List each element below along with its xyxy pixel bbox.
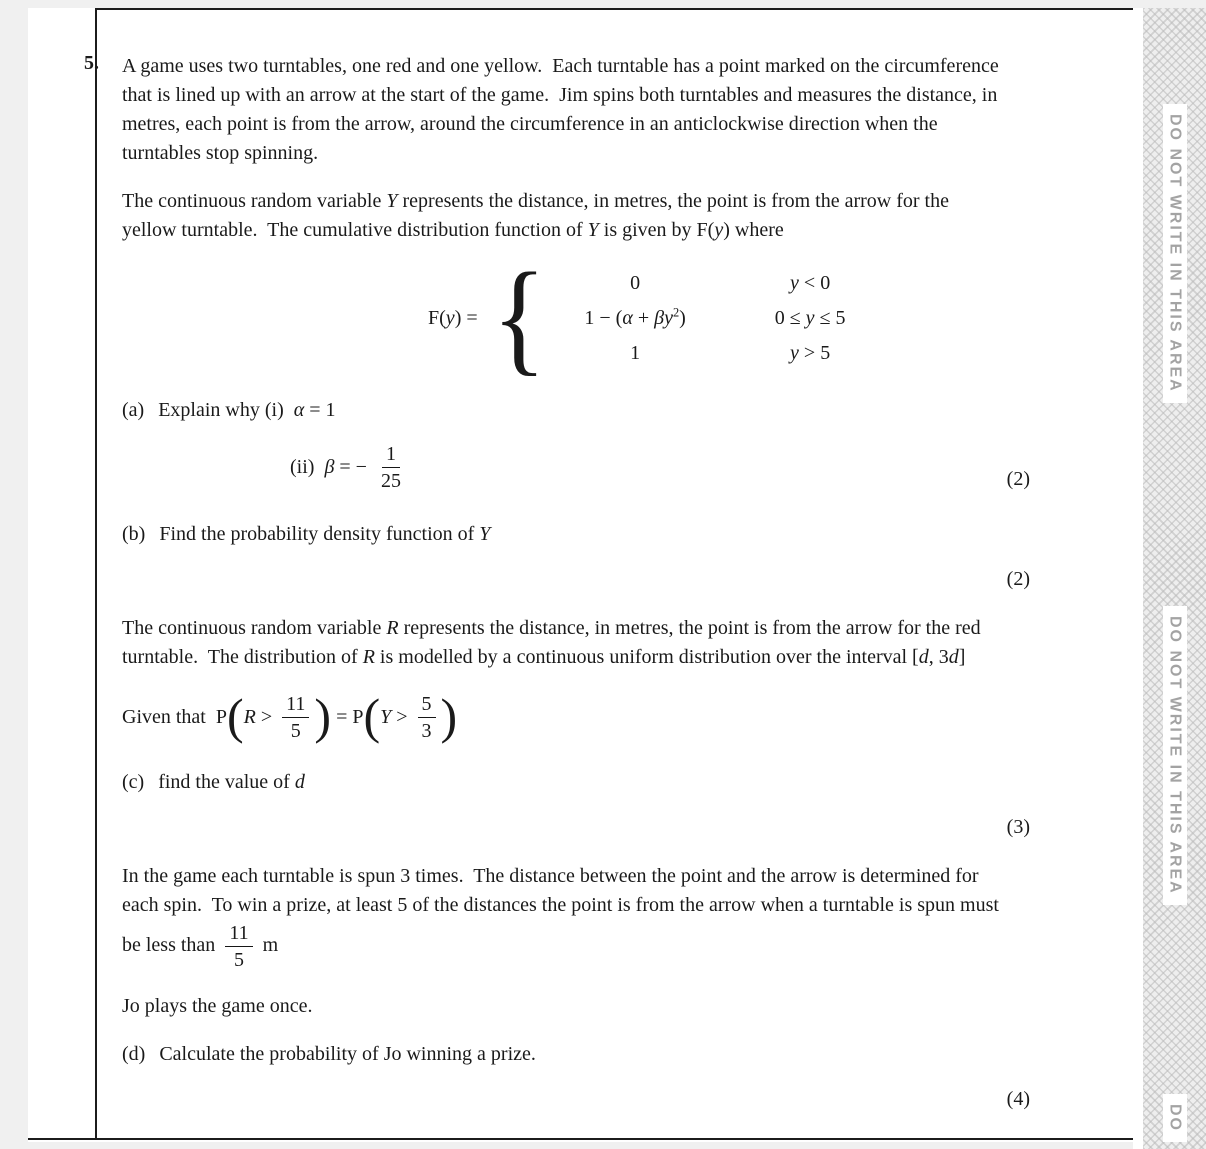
prize-paragraph [122,862,1008,973]
cdf-row-2-condition: 0 ≤ y ≤ 5 [774,306,846,329]
part-d-text: Calculate the probability of Jo winning a prize. [159,1043,536,1065]
given-prefix: Given that P [122,706,227,728]
cdf-row-1 [555,266,875,301]
close-paren: ) [314,687,332,744]
mark-row-part-b [122,565,1030,594]
cdf-row-3 [555,336,875,371]
cdf-rows [555,266,875,371]
do-not-write-sidebar [1143,8,1206,1149]
piecewise-brace: { [491,248,547,387]
jo-line: Jo plays the game once. [122,995,313,1017]
given-equation [122,687,1030,744]
cdf-row-1-condition: y < 0 [790,271,831,294]
part-a-text: Explain why (i) α = 1 [158,399,336,421]
do-not-write-watermark-bottom: DO [1163,1094,1187,1142]
uniform-distribution-paragraph: The continuous random variable R represents the distance, in metres, the point is from the arrow for the red turntable. The distribution of R is modelled by a continuous uniform distribution over the interval [d, 3d] [122,617,986,668]
page-rule-left [95,8,97,1140]
mark-part-c: (3) [1006,816,1030,838]
cdf-row-2-value: $1 - (\alpha + \beta y^2)$ [584,304,686,329]
given-rhs-fraction: $\frac{5}{3}$ [418,691,436,744]
given-rhs: Y > [380,706,413,728]
given-middle: = P [331,706,364,728]
question-number: 5. [84,52,99,74]
part-c-label: (c) [122,771,145,793]
cdf-lhs: F(y) = [428,306,483,329]
prize-text-before: In the game each turntable is spun 3 times. The distance between the point and the arrow is determined for each spin. To win a prize, at least 5 of the distances the point is from the arrow when a turntable is spun must be less than [122,865,1004,957]
part-b-text: Find the probability density function of Y [159,523,491,545]
mark-row-part-c [122,813,1030,842]
part-a-ii-line [290,441,1030,494]
part-a-ii-expression [290,441,410,494]
exam-paper-page [28,8,1133,1140]
part-a-label: (a) [122,399,145,421]
given-lhs-fraction: $\frac{11}{5}$ [282,691,309,744]
mark-row-part-d [122,1085,1030,1114]
beta-fraction: $\frac{1}{25}$ [380,443,401,492]
close-paren: ) [440,687,458,744]
cdf-piecewise-formula [428,248,1030,387]
open-paren: ( [227,687,244,744]
prize-text-after: m [257,934,279,957]
question-content [122,52,1030,1134]
page-rule-bottom [28,1138,1133,1140]
part-b-label: (b) [122,523,146,545]
outer-margin-left [0,0,28,1149]
do-not-write-watermark-middle: DO NOT WRITE IN THIS AREA [1163,606,1187,905]
cdf-row-2 [555,301,875,336]
part-d-line [122,1040,1008,1069]
question-intro-paragraph: A game uses two turntables, one red and one yellow. Each turntable has a point marked on the circumference that is lined up with an arrow at the start of the game. Jim spins both turntables and measures the distance, in metres, each point is from the arrow, around the circumference in an anticlockwise direction when the turntables stop spinning. [122,55,1004,164]
part-a-line [122,396,1008,425]
open-paren: ( [363,687,381,744]
part-d-label: (d) [122,1043,146,1065]
cdf-intro-paragraph: The continuous random variable Y represents the distance, in metres, the point is from the arrow for the yellow turntable. The cumulative distribution function of Y is given by F(y) where [122,190,954,241]
mark-part-a: (2) [1006,468,1030,490]
part-c-line [122,768,1008,797]
cdf-row-3-condition: y > 5 [790,341,831,364]
given-lhs: R > [243,706,278,728]
outer-margin-top [0,0,1206,8]
outer-margin-bottom [0,1142,1133,1149]
do-not-write-watermark-top: DO NOT WRITE IN THIS AREA [1163,104,1187,403]
part-a-ii-text: (ii) β = − [290,456,372,478]
part-c-text: find the value of d [158,771,305,793]
page-rule-top [95,8,1133,10]
mark-part-d: (4) [1006,1088,1030,1110]
cdf-row-1-value: 0 [630,271,641,294]
mark-part-b: (2) [1006,568,1030,590]
cdf-row-3-value: 1 [630,341,641,364]
part-b-line [122,520,1008,549]
prize-fraction: $\frac{11}{5}$ [225,920,252,973]
